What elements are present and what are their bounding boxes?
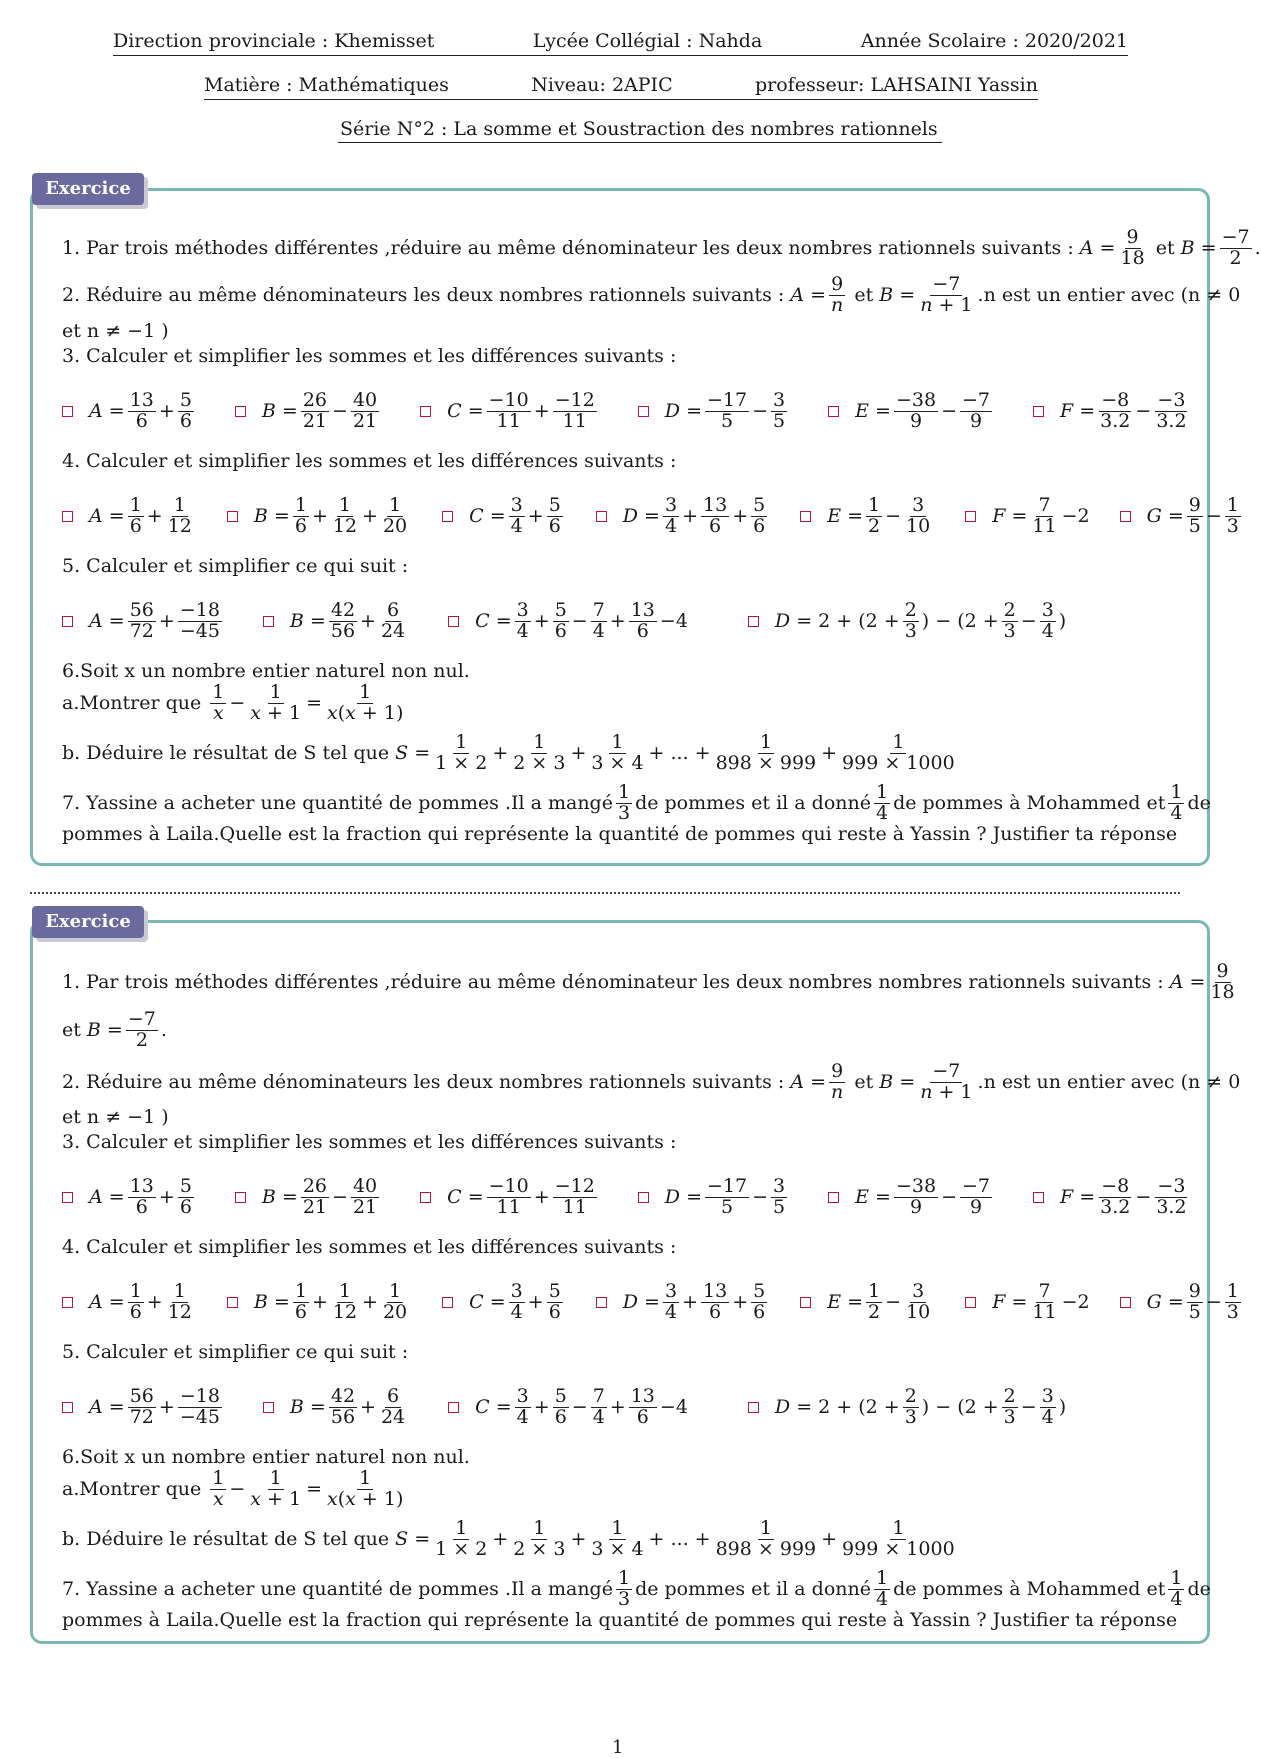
checkbox-icon — [62, 1402, 73, 1413]
q1-text: 1. Par trois méthodes différentes ,réduire au même dénominateur les deux nombres rationnels suivants : — [62, 237, 1074, 260]
checkbox-icon — [62, 406, 73, 417]
checkbox-icon — [263, 1402, 274, 1413]
question-2: 2. Réduire au même dénominateurs les deux nombres rationnels suivants : A = $\frac{9}{n}$ et B = $\frac{-7}{n + 1}$ .n est un entier avec (n ≠ 0 — [62, 1060, 1241, 1103]
question-1-cont: et B = $\frac{-7}{2}$ . — [62, 1008, 167, 1051]
q4-items: A = $\frac{1}{6}$ + $\frac{1}{12}$ B = $\frac{1}{6}$ + $\frac{1}{12}$ + $\frac{1}{20}$ C = $\frac{3}{4}$ + $\frac{5}{6}$ D = $\frac{3}{4}$ + $\frac{13}{6}$ + $\frac{5}{6}$ E = $\frac{1}{2}$ − $\frac{3}{10}$ F = $\frac{7}{11}$ −2 G = $\frac{9}{5}$ − $\frac{1}{3}$ — [62, 496, 1244, 537]
q6b-text: b. Déduire le résultat de S tel que — [62, 742, 390, 765]
q6a-text: a.Montrer que — [62, 692, 202, 715]
q6b-text: b. Déduire le résultat de S tel que — [62, 1528, 390, 1551]
checkbox-icon — [62, 511, 73, 522]
question-2: 2. Réduire au même dénominateurs les deux nombres rationnels suivants : A = $\frac{9}{n}$ et B = $\frac{-7}{n + 1}$ .n est un entier avec (n ≠ 0 — [62, 273, 1241, 316]
checkbox-icon — [420, 406, 431, 417]
checkbox-icon — [800, 1297, 811, 1308]
q7-d: de — [1187, 792, 1211, 815]
checkbox-icon — [1033, 406, 1044, 417]
q6a-text: a.Montrer que — [62, 1478, 202, 1501]
question-6a: a.Montrer que $\frac{1}{x}$ − $\frac{1}{x + 1}$ = $\frac{1}{x(x + 1)}$ — [62, 1467, 404, 1510]
exercise-tag-2: Exercice — [32, 906, 144, 938]
question-7: 7. Yassine a acheter une quantité de pommes .Il a mangé $\frac{1}{3}$ de pommes et il a donné $\frac{1}{4}$ de pommes à Mohammed et $\frac{1}{4}$ de — [62, 781, 1211, 824]
question-6b: b. Déduire le résultat de S tel que S = $\frac{1}{1 \times 2}$ + $\frac{1}{2 \times 3}$ + $\frac{1}{3 \times 4}$ + ... + $\frac{1}{898 \times 999}$ + $\frac{1}{999 \times 1000}$ — [62, 1517, 955, 1560]
page-number: 1 — [612, 1737, 624, 1758]
question-6a: a.Montrer que $\frac{1}{x}$ − $\frac{1}{x + 1}$ = $\frac{1}{x(x + 1)}$ — [62, 681, 404, 724]
question-3: 3. Calculer et simplifier les sommes et les différences suivants : — [62, 345, 677, 367]
checkbox-icon — [263, 616, 274, 627]
checkbox-icon — [965, 1297, 976, 1308]
question-1: 1. Par trois méthodes différentes ,réduire au même dénominateur les deux nombres nombres rationnels suivants : A = $\frac{9}{18}$ — [62, 960, 1235, 1003]
checkbox-icon — [1120, 1297, 1131, 1308]
checkbox-icon — [596, 1297, 607, 1308]
header-line-1 — [113, 30, 1128, 56]
q2-tail: .n est un entier avec (n ≠ 0 — [977, 284, 1241, 307]
header-line-2 — [204, 74, 1038, 100]
question-4: 4. Calculer et simplifier les sommes et les différences suivants : — [62, 1236, 677, 1258]
checkbox-icon — [235, 406, 246, 417]
checkbox-icon — [442, 511, 453, 522]
q5-items: A = $\frac{56}{72}$ + $\frac{-18}{-45}$ B = $\frac{42}{56}$ + $\frac{6}{24}$ C = $\frac{3}{4}$ + $\frac{5}{6}$ − $\frac{7}{4}$ + $\frac{13}{6}$ −4 D = 2 + (2 + $\frac{2}{3}$ ) − (2 + $\frac{2}{3}$ − $\frac{3}{4}$ ) — [62, 601, 1104, 642]
professeur: professeur: LAHSAINI Yassin — [754, 74, 1038, 96]
dotted-separator — [30, 892, 1180, 894]
checkbox-icon — [227, 1297, 238, 1308]
checkbox-icon — [828, 1192, 839, 1203]
checkbox-icon — [638, 406, 649, 417]
question-7: 7. Yassine a acheter une quantité de pommes .Il a mangé $\frac{1}{3}$ de pommes et il a donné $\frac{1}{4}$ de pommes à Mohammed et $\frac{1}{4}$ de — [62, 1567, 1211, 1610]
q3-items: A = $\frac{13}{6}$ + $\frac{5}{6}$ B = $\frac{26}{21}$ − $\frac{40}{21}$ C = $\frac{-10}{11}$ + $\frac{-12}{11}$ D = $\frac{-17}{5}$ − $\frac{3}{5}$ E = $\frac{-38}{9}$ − $\frac{-7}{9}$ F = $\frac{-8}{3.2}$ − $\frac{-3}{3.2}$ — [62, 391, 1230, 432]
q7-d: de — [1187, 1578, 1211, 1601]
checkbox-icon — [800, 511, 811, 522]
question-5: 5. Calculer et simplifier ce qui suit : — [62, 555, 409, 577]
checkbox-icon — [638, 1192, 649, 1203]
checkbox-icon — [965, 511, 976, 522]
checkbox-icon — [62, 1297, 73, 1308]
q5-items: A = $\frac{56}{72}$ + $\frac{-18}{-45}$ B = $\frac{42}{56}$ + $\frac{6}{24}$ C = $\frac{3}{4}$ + $\frac{5}{6}$ − $\frac{7}{4}$ + $\frac{13}{6}$ −4 D = 2 + (2 + $\frac{2}{3}$ ) − (2 + $\frac{2}{3}$ − $\frac{3}{4}$ ) — [62, 1387, 1104, 1428]
question-5: 5. Calculer et simplifier ce qui suit : — [62, 1341, 409, 1363]
checkbox-icon — [1033, 1192, 1044, 1203]
annee: Année Scolaire : 2020/2021 — [860, 30, 1128, 52]
question-4: 4. Calculer et simplifier les sommes et les différences suivants : — [62, 450, 677, 472]
checkbox-icon — [596, 511, 607, 522]
q7-c: de pommes à Mohammed et — [893, 1578, 1166, 1601]
checkbox-icon — [828, 406, 839, 417]
question-6: 6.Soit x un nombre entier naturel non nul. — [62, 1446, 470, 1468]
checkbox-icon — [62, 616, 73, 627]
q1-text: 1. Par trois méthodes différentes ,réduire au même dénominateur les deux nombres nombres rationnels suivants : — [62, 971, 1164, 994]
checkbox-icon — [448, 1402, 459, 1413]
checkbox-icon — [62, 1192, 73, 1203]
question-7-cont: pommes à Laila.Quelle est la fraction qui représente la quantité de pommes qui reste à Yassin ? Justifier ta réponse — [62, 823, 1178, 845]
checkbox-icon — [448, 616, 459, 627]
niveau: Niveau: 2APIC — [531, 74, 673, 96]
q7-a: 7. Yassine a acheter une quantité de pommes .Il a mangé — [62, 792, 613, 815]
q2-tail: .n est un entier avec (n ≠ 0 — [977, 1071, 1241, 1094]
question-2-cont: et n ≠ −1 ) — [62, 1106, 169, 1128]
question-6: 6.Soit x un nombre entier naturel non nul. — [62, 660, 470, 682]
checkbox-icon — [235, 1192, 246, 1203]
question-2-cont: et n ≠ −1 ) — [62, 320, 169, 342]
lycee: Lycée Collégial : Nahda — [532, 30, 763, 52]
q3-items: A = $\frac{13}{6}$ + $\frac{5}{6}$ B = $\frac{26}{21}$ − $\frac{40}{21}$ C = $\frac{-10}{11}$ + $\frac{-12}{11}$ D = $\frac{-17}{5}$ − $\frac{3}{5}$ E = $\frac{-38}{9}$ − $\frac{-7}{9}$ F = $\frac{-8}{3.2}$ − $\frac{-3}{3.2}$ — [62, 1177, 1230, 1218]
checkbox-icon — [1120, 511, 1131, 522]
q7-c: de pommes à Mohammed et — [893, 792, 1166, 815]
direction: Direction provinciale : Khemisset — [113, 30, 435, 52]
checkbox-icon — [748, 616, 759, 627]
question-6b: b. Déduire le résultat de S tel que S = $\frac{1}{1 \times 2}$ + $\frac{1}{2 \times 3}$ + $\frac{1}{3 \times 4}$ + ... + $\frac{1}{898 \times 999}$ + $\frac{1}{999 \times 1000}$ — [62, 731, 955, 774]
q7-b: de pommes et il a donné — [635, 1578, 871, 1601]
q2-text: 2. Réduire au même dénominateurs les deux nombres rationnels suivants : — [62, 1071, 785, 1094]
matiere: Matière : Mathématiques — [204, 74, 449, 96]
checkbox-icon — [748, 1402, 759, 1413]
q7-b: de pommes et il a donné — [635, 792, 871, 815]
q2-text: 2. Réduire au même dénominateurs les deux nombres rationnels suivants : — [62, 284, 785, 307]
question-7-cont: pommes à Laila.Quelle est la fraction qui représente la quantité de pommes qui reste à Yassin ? Justifier ta réponse — [62, 1609, 1178, 1631]
q4-items: A = $\frac{1}{6}$ + $\frac{1}{12}$ B = $\frac{1}{6}$ + $\frac{1}{12}$ + $\frac{1}{20}$ C = $\frac{3}{4}$ + $\frac{5}{6}$ D = $\frac{3}{4}$ + $\frac{13}{6}$ + $\frac{5}{6}$ E = $\frac{1}{2}$ − $\frac{3}{10}$ F = $\frac{7}{11}$ −2 G = $\frac{9}{5}$ − $\frac{1}{3}$ — [62, 1282, 1244, 1323]
checkbox-icon — [227, 511, 238, 522]
checkbox-icon — [420, 1192, 431, 1203]
question-3: 3. Calculer et simplifier les sommes et les différences suivants : — [62, 1131, 677, 1153]
q7-a: 7. Yassine a acheter une quantité de pommes .Il a mangé — [62, 1578, 613, 1601]
serie-title: Série N°2 : La somme et Soustraction des nombres rationnels — [338, 118, 942, 143]
question-1: 1. Par trois méthodes différentes ,réduire au même dénominateur les deux nombres rationnels suivants : A = $\frac{9}{18}$ et B = $\frac{-7}{2}$ . — [62, 226, 1261, 269]
checkbox-icon — [442, 1297, 453, 1308]
exercise-tag-1: Exercice — [32, 173, 144, 205]
